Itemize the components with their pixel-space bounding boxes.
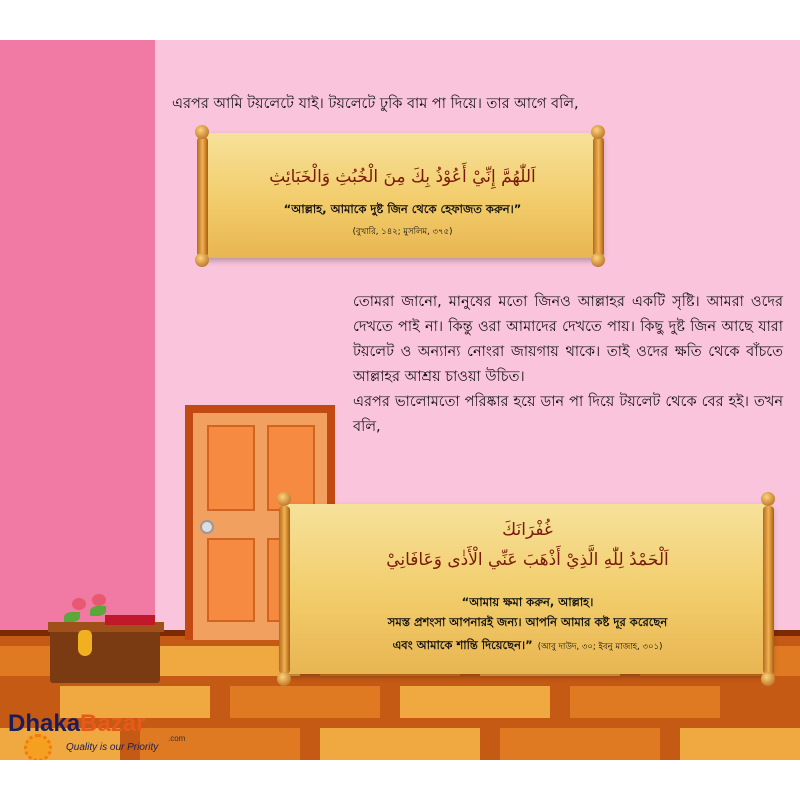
dua-arabic-exiting-line1: غُفْرَانَكَ [502,520,553,540]
body-paragraph-1: তোমরা জানো, মানুষের মতো জিনও আল্লাহর একটি সৃষ্টি। আমরা ওদের দেখতে পাই না। কিন্তু ওরা আমাদের দেখতে পায়। কিছু দুষ্ট জিন আছে যারা টয়লেট ও অন্যান্য নোংরা জায়গায় থাকে। তাই ওদের ক্ষতি থেকে বাঁচতে আল্লাহর আশ্রয় চাওয়া উচিত। [353,294,783,385]
dua-scroll-exiting [275,490,780,690]
body-paragraph-2: এরপর ভালোমতো পরিষ্কার হয়ে ডান পা দিয়ে টয়লেট থেকে বের হই। তখন বলি, [353,394,783,435]
logo-tagline: Quality is our Priority [66,742,159,753]
logo-domain: .com [168,734,186,743]
vase-icon [78,630,92,656]
dua-translation-exiting-line1: “আমায় ক্ষমা করুন, আল্লাহ। [461,595,594,609]
dhakabazar-logo [8,710,208,760]
dua-arabic-exiting-line2: اَلْحَمْدُ لِلّٰهِ الَّذِيْ أَذْهَبَ عَنِّي الْأَذٰى وَعَافَانِيْ [386,550,669,570]
dua-scroll-entering [195,125,610,270]
flower-icon [92,594,106,606]
dua-reference-entering: (বুখারি, ১৪২; মুসলিম, ৩৭৫) [352,227,453,237]
dua-exiting-last-line [295,634,760,656]
left-wall [0,40,155,680]
dua-translation-exiting-line2: সমস্ত প্রশংসা আপনারই জন্য। আপনি আমার কষ্ট দূর করেছেন [387,615,668,629]
book-page [0,40,800,760]
intro-text: এরপর আমি টয়লেটে যাই। টয়লেটে ঢুকি বাম পা দিয়ে। তার আগে বলি, [172,96,579,112]
logo-wordmark: DhakaBazar [8,710,146,737]
cabinet [50,628,160,683]
leaf-icon [90,606,106,616]
dua-translation-entering: “আল্লাহ, আমাকে দুষ্ট জিন থেকে হেফাজত করুন।” [283,202,522,216]
dua-arabic-entering: اَللّٰهُمَّ إِنِّيْ أَعُوْذُ بِكَ مِنَ الْخُبُثِ وَالْخَبَائِثِ [269,167,536,187]
door-panel [207,538,255,622]
book-icon [105,615,155,625]
body-paragraph [353,290,783,440]
flower-icon [72,598,86,610]
leaf-icon [64,612,80,622]
dua-reference-exiting: (আবু দাউদ, ৩০; ইবনু মাজাহ, ৩০১) [537,642,663,652]
door-handle [200,520,214,534]
dua-translation-exiting-line3: এবং আমাকে শান্তি দিয়েছেন।” [392,638,533,652]
door-panel [207,425,255,511]
